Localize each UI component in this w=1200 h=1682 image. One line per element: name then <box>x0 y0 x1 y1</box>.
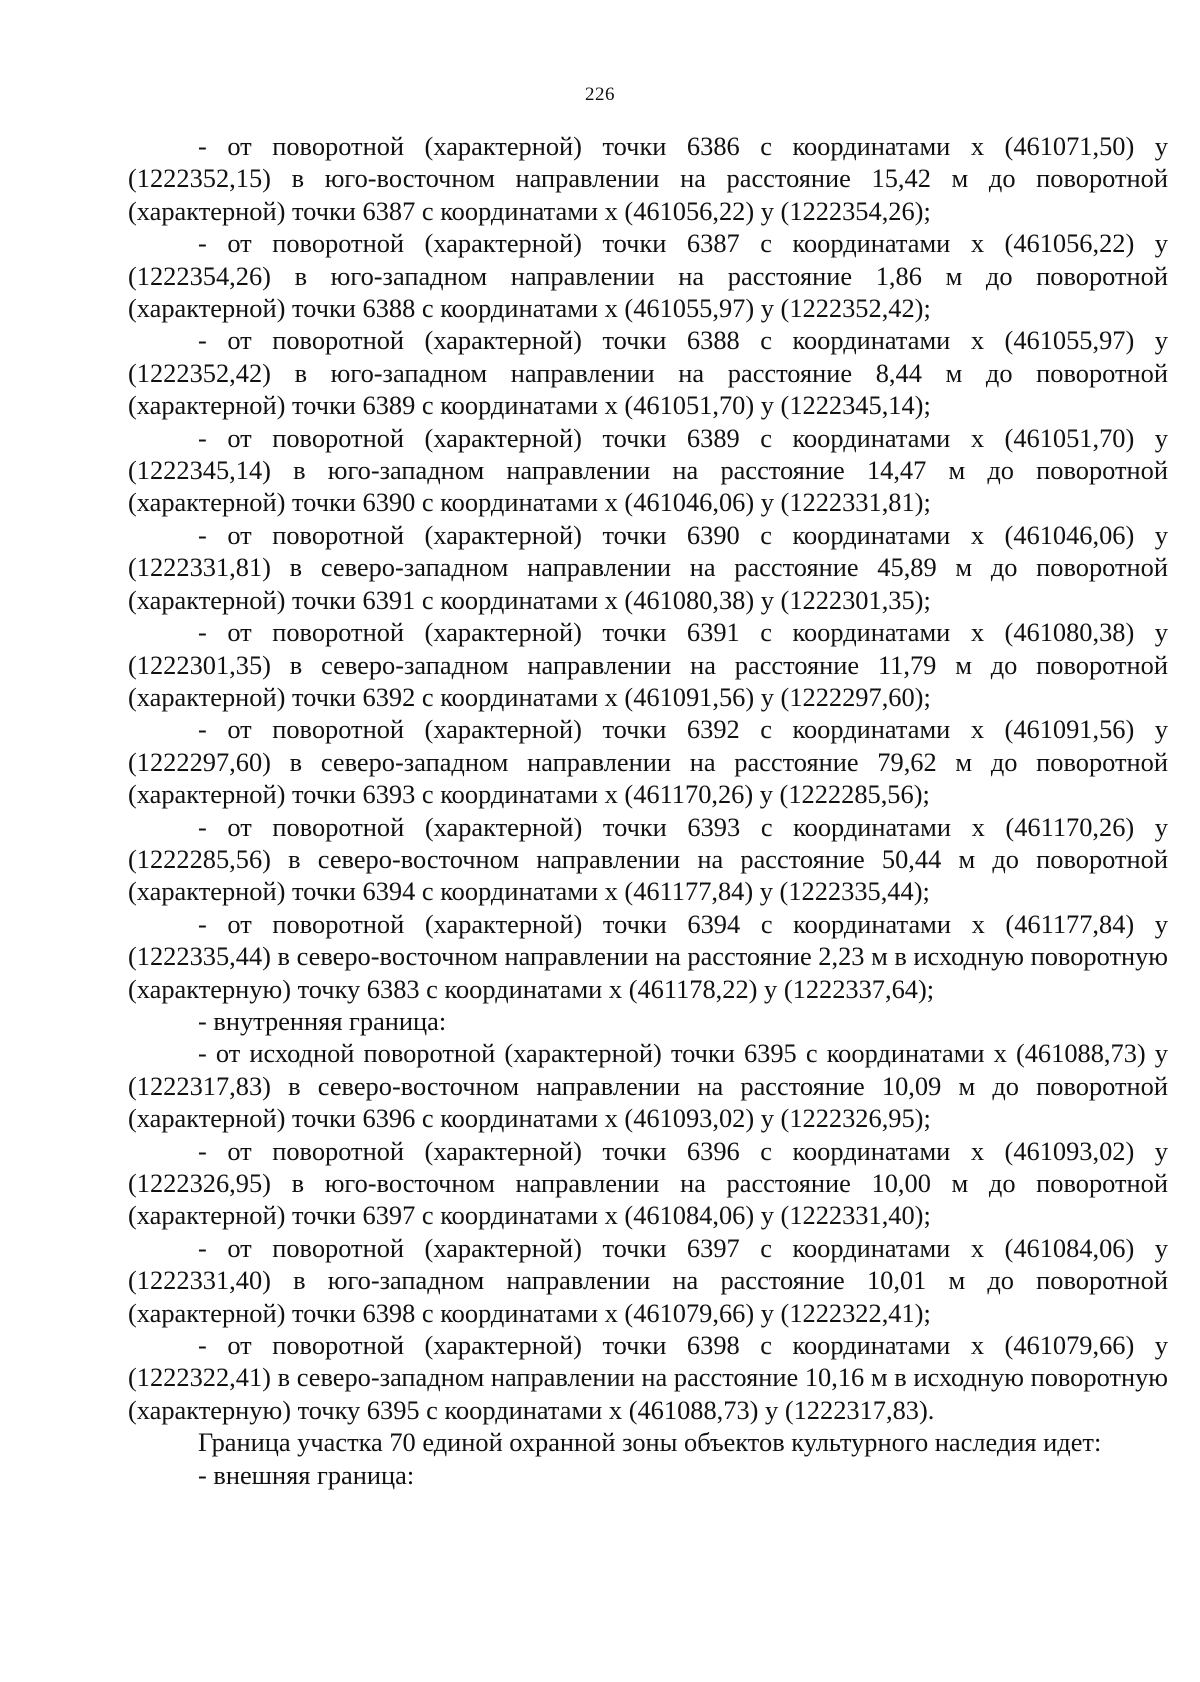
boundary-segment-6389-6390: - от поворотной (характерной) точки 6389 с координатами x (461051,70) y (1222345,14) в юго-западном направлении на расстояние 14,47 м до поворотной (характерной) точки 6390 с координатами x (461046,06) y (1222331,81); <box>128 422 1168 518</box>
boundary-segment-6388-6389: - от поворотной (характерной) точки 6388 с координатами x (461055,97) y (1222352,42) в юго-западном направлении на расстояние 8,44 м до поворотной (характерной) точки 6389 с координатами x (461051,70) y (1222345,14); <box>128 325 1168 421</box>
page-number: 226 <box>585 84 615 105</box>
inner-segment-6398-6395: - от поворотной (характерной) точки 6398 с координатами x (461079,66) y (1222322,41) в северо-западном направлении на расстояние 10,16 м в исходную поворотную (характерную) точку 6395 с координатами x (461088,73) y (1222317,83). <box>128 1330 1168 1425</box>
boundary-segment-6392-6393: - от поворотной (характерной) точки 6392 с координатами x (461091,56) y (1222297,60) в северо-западном направлении на расстояние 79,62 м до поворотной (характерной) точки 6393 с координатами x (461170,26) y (1222285,56); <box>128 714 1168 810</box>
boundary-segment-6387-6388: - от поворотной (характерной) точки 6387 с координатами x (461056,22) y (1222354,26) в юго-западном направлении на расстояние 1,86 м до поворотной (характерной) точки 6388 с координатами x (461055,97) y (1222352,42); <box>128 228 1168 324</box>
boundary-segment-6390-6391: - от поворотной (характерной) точки 6390 с координатами x (461046,06) y (1222331,81) в северо-западном направлении на расстояние 45,89 м до поворотной (характерной) точки 6391 с координатами x (461080,38) y (1222301,35); <box>128 519 1168 615</box>
inner-segment-6395-6396: - от исходной поворотной (характерной) точки 6395 с координатами x (461088,73) y (1222317,83) в северо-восточном направлении на расстояние 10,09 м до поворотной (характерной) точки 6396 с координатами x (461093,02) y (1222326,95); <box>128 1038 1168 1134</box>
outer-boundary-label: - внешняя граница: <box>198 1459 415 1490</box>
boundary-segment-6391-6392: - от поворотной (характерной) точки 6391 с координатами x (461080,38) y (1222301,35) в северо-западном направлении на расстояние 11,79 м до поворотной (характерной) точки 6392 с координатами x (461091,56) y (1222297,60); <box>128 617 1168 712</box>
inner-segment-6397-6398: - от поворотной (характерной) точки 6397 с координатами x (461084,06) y (1222331,40) в юго-западном направлении на расстояние 10,01 м до поворотной (характерной) точки 6398 с координатами x (461079,66) y (1222322,41); <box>128 1232 1168 1328</box>
boundary-segment-6386-6387: - от поворотной (характерной) точки 6386 с координатами x (461071,50) y (1222352,15) в юго-восточном направлении на расстояние 15,42 м до поворотной (характерной) точки 6387 с координатами x (461056,22) y (1222354,26); <box>128 131 1168 226</box>
boundary-segment-6394-6383: - от поворотной (характерной) точки 6394 с координатами x (461177,84) y (1222335,44) в северо-восточном направлении на расстояние 2,23 м в исходную поворотную (характерную) точку 6383 с координатами x (461178,22) y (1222337,64); <box>128 908 1169 1004</box>
inner-segment-6396-6397: - от поворотной (характерной) точки 6396 с координатами x (461093,02) y (1222326,95) в юго-восточном направлении на расстояние 10,00 м до поворотной (характерной) точки 6397 с координатами x (461084,06) y (1222331,40); <box>128 1135 1168 1231</box>
document-body <box>128 130 1168 1491</box>
boundary-segment-6393-6394: - от поворотной (характерной) точки 6393 с координатами x (461170,26) y (1222285,56) в северо-восточном направлении на расстояние 50,44 м до поворотной (характерной) точки 6394 с координатами x (461177,84) y (1222335,44); <box>128 811 1168 907</box>
section-intro: Граница участка 70 единой охранной зоны объектов культурного наследия идет: <box>198 1427 1102 1458</box>
inner-boundary-label: - внутренняя граница: <box>198 1005 447 1036</box>
